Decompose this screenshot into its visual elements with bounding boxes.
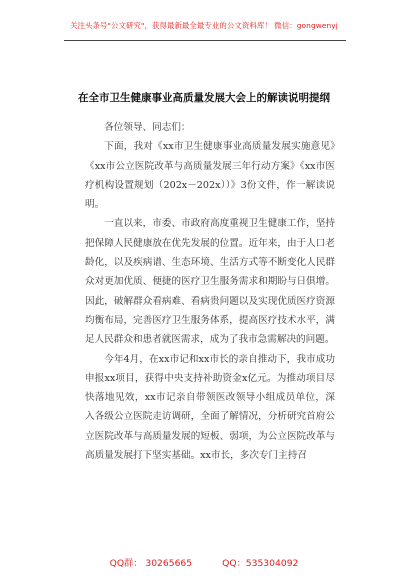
body-paragraph-1: 下面，我对《xx市卫生健康事业高质量发展实施意见》《xx市公立医院改革与高质量发展三年行动方案》《xx市医疗机构设置规划（202x－202x））》3份文件，作一解读说明。 xyxy=(85,141,335,211)
footer-contact xyxy=(0,555,408,569)
body-paragraph-3: 今年4月，在xx市记和xx市长的亲自推动下，我市成功申报xx项目，获得中央支持补助资金x亿元。为推动项目尽快落地见效，xx市记亲自带领医改领导小组成员单位，深入各级公立医院走访调研，全面了解情况，分析研究首府公立医院改革与高质量发展的短板、弱项，为公立医院改革与高质量发展打下坚实基础。xx市长，多次专门主持召 xyxy=(85,353,335,462)
body-paragraph-2: 一直以来，市委、市政府高度重视卫生健康工作，坚持把保障人民健康放在优先发展的位置。近年来，由于人口老龄化，以及疾病谱、生态环境、生活方式等不断变化人民群众对更加优质、便捷的医疗卫生服务需求和期盼与日俱增。因此，破解群众看病难、看病贵问题以及实现优质医疗资源均衡布局，完善医疗卫生服务体系，提高医疗技术水平，满足人民群众和患者就医需求，成为了我市急需解决的问题。 xyxy=(85,218,335,346)
document-body xyxy=(85,118,335,465)
header-divider xyxy=(64,40,346,41)
greeting-line: 各位领导、同志们： xyxy=(104,122,191,133)
footer-qq-group: QQ群： 30265665 xyxy=(109,558,193,569)
footer-qq: QQ：535304092 xyxy=(222,558,299,569)
document-title: 在全市卫生健康事业高质量发展大会上的解读说明提纲 xyxy=(78,92,330,104)
header-promo-text: 关注头条号"公文研究"，获得最新最全最专业的公文资料库！ 微信：gongwenyj xyxy=(70,21,338,30)
